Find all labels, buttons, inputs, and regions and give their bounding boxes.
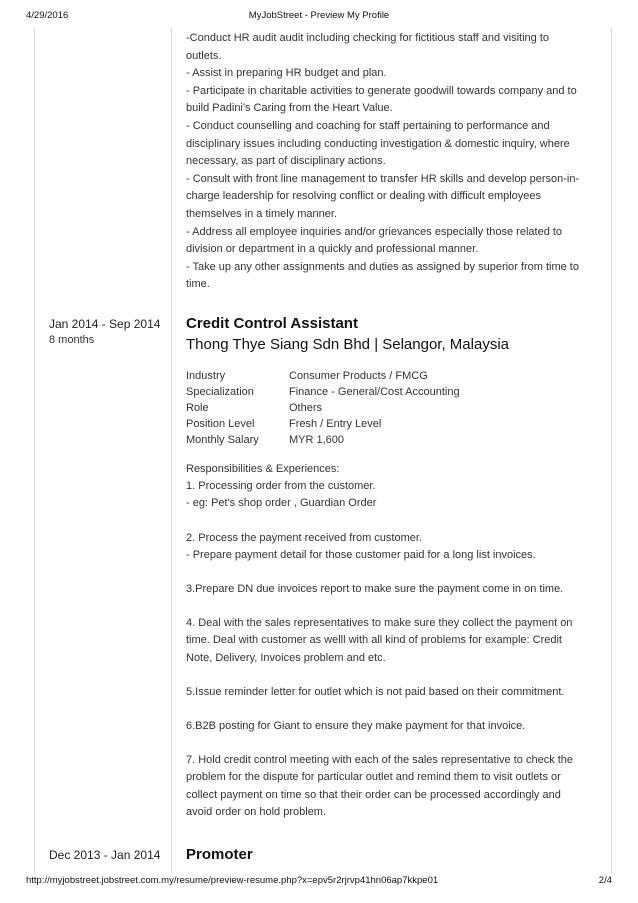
text-line: 5.Issue reminder letter for outlet which is not paid based on their commitment. <box>186 685 565 698</box>
detail-label: Specialization <box>186 386 254 398</box>
text-line: 4. Deal with the sales representatives to make sure they collect the payment on <box>186 617 573 630</box>
text-line: 6.B2B posting for Giant to ensure they make payment for that invoice. <box>186 720 526 733</box>
print-date: 4/29/2016 <box>26 10 69 21</box>
page-url: http://myjobstreet.jobstreet.com.my/resume/preview-resume.php?x=epv5r2rjrvp41hn06ap7kkpe01 <box>26 875 439 886</box>
job-duration: 8 months <box>49 334 95 346</box>
frame-right-border <box>611 28 612 873</box>
job-details-table <box>186 368 460 448</box>
detail-row <box>186 432 460 448</box>
text-line: - Take up any other assignments and duties as assigned by superior from time to <box>186 260 579 273</box>
next-job-title: Promoter <box>186 846 253 863</box>
next-job-period-block <box>49 847 160 863</box>
text-line: time. <box>186 278 210 291</box>
text-line: - Participate in charitable activities to generate goodwill towards company and to <box>186 84 577 97</box>
detail-row <box>186 384 460 400</box>
job-responsibilities <box>186 461 598 821</box>
text-line: disciplinary issues including conducting investigation & domestic inquiry, where <box>186 137 570 150</box>
text-line: Note, Delivery, Invoices problem and etc. <box>186 651 386 664</box>
text-line: 2. Process the payment received from customer. <box>186 531 422 544</box>
detail-row <box>186 368 460 384</box>
text-line: problem for the dispute for particular outlet and remind them to visit outlets or <box>186 771 561 784</box>
text-line: division or department in a quickly and professional manner. <box>186 243 479 256</box>
detail-label: Industry <box>186 370 226 382</box>
paragraph-gap <box>186 735 598 752</box>
job-period: Dec 2013 - Jan 2014 <box>49 848 161 862</box>
responsibilities-heading: Responsibilities & Experiences: <box>186 463 340 475</box>
paragraph-gap <box>186 667 598 684</box>
company-location: Thong Thye Siang Sdn Bhd | Selangor, Malaysia <box>186 336 509 353</box>
text-line: themselves in a timely manner. <box>186 207 338 220</box>
detail-value: Finance - General/Cost Accounting <box>289 386 460 398</box>
detail-label: Monthly Salary <box>186 434 259 446</box>
text-line: - Prepare payment detail for those customer paid for a long list invoices. <box>186 548 536 561</box>
text-line: - Address all employee inquiries and/or grievances especially those related to <box>186 225 563 238</box>
detail-label: Position Level <box>186 418 255 430</box>
column-divider <box>171 28 172 873</box>
text-line: -Conduct HR audit audit including checking for fictitious staff and visiting to <box>186 32 549 44</box>
paragraph-gap <box>186 598 598 615</box>
text-line: time. Deal with customer as welll with all kind of problems for example: Credit <box>186 634 562 647</box>
page-title: MyJobStreet - Preview My Profile <box>248 10 390 21</box>
detail-value: Others <box>289 402 323 414</box>
paragraph-gap <box>186 564 598 581</box>
text-line: outlets. <box>186 49 222 62</box>
text-line: 7. Hold credit control meeting with each of the sales representative to check the <box>186 754 574 767</box>
page-number: 2/4 <box>598 875 612 886</box>
previous-job-responsibilities <box>186 30 598 294</box>
detail-value: MYR 1,600 <box>289 434 345 446</box>
text-line: - Conduct counselling and coaching for staff pertaining to performance and <box>186 119 550 132</box>
detail-label: Role <box>186 402 209 414</box>
text-line: charge leadership for resolving conflict or dealing with difficult employees <box>186 190 542 203</box>
detail-value: Fresh / Entry Level <box>289 418 382 430</box>
detail-row <box>186 400 460 416</box>
text-line: - Consult with front line management to transfer HR skills and develop person-in- <box>186 172 580 185</box>
text-line: necessary, as part of disciplinary actions. <box>186 155 386 168</box>
paragraph-gap <box>186 701 598 718</box>
detail-row <box>186 416 460 432</box>
text-line: 1. Processing order from the customer. <box>186 480 376 493</box>
job-period: Jan 2014 - Sep 2014 <box>49 317 161 331</box>
frame-left-border <box>34 28 35 873</box>
page-footer <box>26 875 612 889</box>
text-line: build Padini's Caring from the Heart Value. <box>186 102 393 115</box>
text-line: 3.Prepare DN due invoices report to make sure the payment come in on time. <box>186 583 564 596</box>
paragraph-gap <box>186 513 598 530</box>
text-line: - Assist in preparing HR budget and plan. <box>186 67 387 80</box>
text-line: - eg: Pet's shop order , Guardian Order <box>186 497 377 510</box>
detail-value: Consumer Products / FMCG <box>289 370 428 382</box>
page-header <box>26 10 612 24</box>
job-period-block <box>49 316 160 346</box>
text-line: collect payment on time so that their order can be processed accordingly and <box>186 788 561 801</box>
job-title: Credit Control Assistant <box>186 315 358 332</box>
text-line: avoid order on hold problem. <box>186 805 327 818</box>
